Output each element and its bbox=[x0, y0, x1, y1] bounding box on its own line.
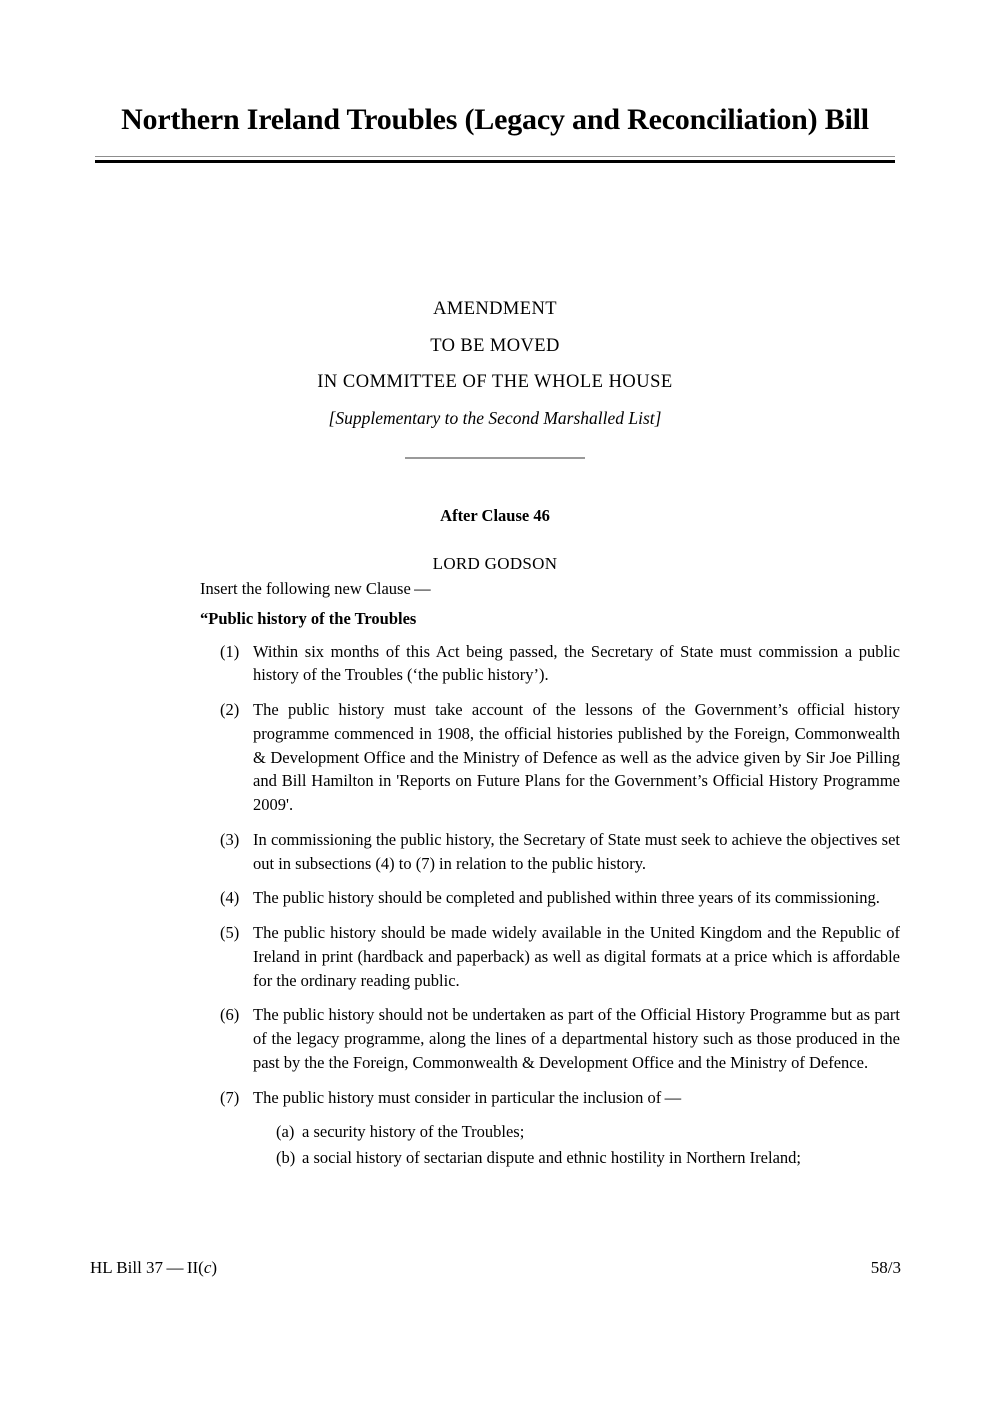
title-block bbox=[95, 100, 895, 163]
subsection-text: Within six months of this Act being passed, the Secretary of State must commission a public history of the Troubles (‘the public history’). bbox=[253, 641, 900, 685]
bill-reference bbox=[90, 1258, 217, 1278]
new-clause-title: “Public history of the Troubles bbox=[200, 608, 417, 628]
subsection-marker: (3) bbox=[220, 829, 240, 849]
member-name: LORD GODSON bbox=[432, 553, 558, 573]
subsection bbox=[200, 828, 900, 876]
subitem-text: a social history of sectarian dispute and ethnic hostility in Northern Ireland; bbox=[302, 1148, 801, 1168]
subsection-text: In commissioning the public history, the Secretary of State must seek to achieve the objectives set out in subsections (4) to (7) in relation to the public history. bbox=[253, 829, 900, 873]
page-title: Northern Ireland Troubles (Legacy and Reconciliation) Bill bbox=[121, 103, 869, 136]
section-separator-rule bbox=[405, 457, 585, 459]
subsection-text: The public history must consider in particular the inclusion of — bbox=[253, 1087, 682, 1107]
subsection-marker: (5) bbox=[220, 923, 240, 943]
subitem-text: a security history of the Troubles; bbox=[302, 1122, 525, 1142]
title-divider bbox=[95, 156, 895, 163]
subitem-marker: (a) bbox=[276, 1122, 295, 1142]
divider-rule-thick bbox=[95, 160, 895, 163]
header-line-committee: IN COMMITTEE OF THE WHOLE HOUSE bbox=[317, 372, 673, 392]
subsection-marker: (6) bbox=[220, 1005, 240, 1025]
subitem bbox=[200, 1120, 900, 1144]
subsection bbox=[200, 1086, 900, 1110]
subsection-text: The public history should not be undertaken as part of the Official History Programme but as part of the legacy programme, along the lines of a departmental history such as those produced in the past by the the Foreign, Commonwealth & Development Office and the Ministry of Defence. bbox=[253, 1005, 900, 1072]
subsection-text: The public history should be made widely available in the United Kingdom and the Republic of Ireland in print (hardback and paperback) as well as digital formats at a price which is affordable for the ordinary reading public. bbox=[253, 923, 900, 990]
bill-reference-suffix: ) bbox=[211, 1258, 218, 1277]
subsection-marker: (1) bbox=[220, 641, 240, 661]
header-note-supplementary: [Supplementary to the Second Marshalled List] bbox=[328, 407, 662, 428]
subsection bbox=[200, 1003, 900, 1074]
subitem-list bbox=[200, 1120, 900, 1170]
insert-instruction: Insert the following new Clause — bbox=[200, 579, 431, 598]
subsection-marker: (4) bbox=[220, 888, 240, 908]
header-line-amendment: AMENDMENT bbox=[433, 299, 557, 319]
amendment-body bbox=[200, 578, 900, 1172]
subsection bbox=[200, 698, 900, 817]
bill-reference-prefix: HL Bill 37 — II( bbox=[90, 1258, 204, 1277]
page-footer bbox=[90, 1258, 901, 1278]
subsection bbox=[200, 640, 900, 688]
subsection bbox=[200, 886, 900, 910]
page-number: 58/3 bbox=[870, 1258, 901, 1277]
subsection-marker: (2) bbox=[220, 700, 240, 720]
amendment-heading-block bbox=[95, 508, 895, 572]
amendment-header-block bbox=[95, 300, 895, 459]
clause-reference: After Clause 46 bbox=[440, 506, 550, 525]
subitem bbox=[200, 1146, 900, 1170]
subsection bbox=[200, 921, 900, 992]
bill-reference-italic: c bbox=[203, 1258, 212, 1277]
subsection-marker: (7) bbox=[220, 1087, 240, 1107]
subitem-marker: (b) bbox=[276, 1148, 296, 1168]
subsection-text: The public history should be completed and published within three years of its commissioning. bbox=[253, 888, 880, 908]
subsection-text: The public history must take account of the lessons of the Government’s official history programme commenced in 1908, the official histories published by the Foreign, Commonwealth & Development Office and the Ministry of Defence as well as the advice given by Sir Joe Pilling and Bill Hamilton in 'Reports on Future Plans for the Government’s Official History Programme 2009'. bbox=[253, 700, 900, 815]
header-line-to-be-moved: TO BE MOVED bbox=[430, 335, 560, 356]
